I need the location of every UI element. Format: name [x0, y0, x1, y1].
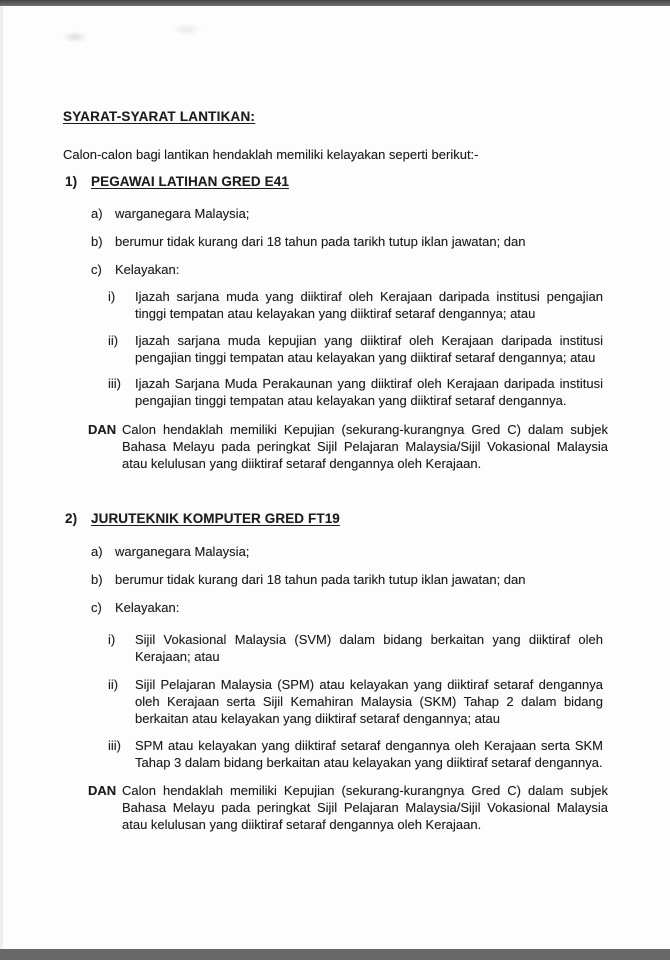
sub-list-item-text: Ijazah Sarjana Muda Perakaunan yang diiktiraf oleh Kerajaan daripada institusi pengajian tinggi tempatan atau kelayakan yang diiktiraf setaraf dengannya. [135, 376, 603, 408]
list-item-label: a) [91, 544, 103, 559]
intro-paragraph: Calon-calon bagi lantikan hendaklah memiliki kelayakan seperti berikut:- [63, 147, 479, 162]
section-2-number: 2) [65, 511, 78, 526]
list-item-label: c) [91, 262, 102, 277]
conjunction-label: DAN [88, 422, 117, 437]
list-item-text: warganegara Malaysia; [115, 206, 250, 221]
list-item-label: a) [91, 206, 103, 221]
list-item [91, 233, 611, 250]
scan-top-edge [0, 0, 670, 6]
list-item [91, 599, 611, 616]
list-item-label: b) [91, 572, 103, 587]
list-item-text: Kelayakan: [115, 262, 180, 277]
sub-list-item [108, 737, 603, 771]
conjunction-clause [88, 782, 608, 833]
sub-list-item [108, 288, 603, 322]
scan-smudge [62, 31, 88, 43]
scan-left-edge [0, 6, 3, 949]
sub-list-item-text: Sijil Pelajaran Malaysia (SPM) atau kelayakan yang diiktiraf setaraf dengannya oleh Kerajaan serta Sijil Kemahiran Malaysia (SKM) Tahap 2 dalam bidang berkaitan atau kelayakan yang diiktiraf setaraf dengannya; atau [135, 677, 603, 726]
list-item-label: c) [91, 600, 102, 615]
section-2-heading [65, 510, 340, 527]
list-item-text: Kelayakan: [115, 600, 180, 615]
conjunction-text: Calon hendaklah memiliki Kepujian (sekurang-kurangnya Gred C) dalam subjek Bahasa Melayu pada peringkat Sijil Pelajaran Malaysia/Sijil Vokasional Malaysia atau kelulusan yang diiktiraf setaraf dengannya oleh Kerajaan. [122, 783, 608, 832]
list-item-text: berumur tidak kurang dari 18 tahun pada tarikh tutup iklan jawatan; dan [115, 234, 526, 249]
sub-list-item-label: iii) [108, 738, 121, 753]
sub-list-item-text: Ijazah sarjana muda yang diiktiraf oleh Kerajaan daripada institusi pengajian tinggi tempatan atau kelayakan yang diiktiraf setaraf dengannya; atau [135, 289, 603, 321]
list-item [91, 571, 611, 588]
sub-list-item [108, 332, 603, 366]
sub-list-item-label: i) [108, 632, 116, 647]
scan-bottom-edge [0, 949, 670, 960]
section-1-title: PEGAWAI LATIHAN GRED E41 [91, 174, 289, 189]
list-item [91, 261, 611, 278]
sub-list-item-label: iii) [108, 376, 121, 391]
sub-list-item-label: ii) [108, 333, 119, 348]
list-item [91, 543, 611, 560]
sub-list-item-label: i) [108, 289, 116, 304]
list-item-label: b) [91, 234, 103, 249]
section-2-title: JURUTEKNIK KOMPUTER GRED FT19 [91, 511, 340, 526]
sub-list-item-text: Ijazah sarjana muda kepujian yang diiktiraf oleh Kerajaan daripada institusi pengajian tinggi tempatan atau kelayakan yang diiktiraf setaraf dengannya; atau [135, 333, 603, 365]
section-1-number: 1) [65, 174, 78, 189]
conjunction-label: DAN [88, 783, 117, 798]
sub-list-item [108, 375, 603, 409]
sub-list-item-text: SPM atau kelayakan yang diiktiraf setaraf dengannya oleh Kerajaan serta SKM Tahap 3 dalam bidang berkaitan atau kelayakan yang diiktiraf setaraf dengannya. [135, 738, 603, 770]
sub-list-item-label: ii) [108, 677, 119, 692]
section-1-heading [65, 173, 289, 190]
sub-list-item [108, 631, 603, 665]
list-item-text: warganegara Malaysia; [115, 544, 250, 559]
sub-list-item [108, 676, 603, 727]
list-item [91, 205, 611, 222]
list-item-text: berumur tidak kurang dari 18 tahun pada tarikh tutup iklan jawatan; dan [115, 572, 526, 587]
document-title: SYARAT-SYARAT LANTIKAN: [63, 109, 256, 124]
sub-list-item-text: Sijil Vokasional Malaysia (SVM) dalam bidang berkaitan yang diiktiraf oleh Kerajaan; atau [135, 632, 603, 664]
conjunction-clause [88, 421, 608, 472]
scan-smudge [172, 23, 202, 36]
conjunction-text: Calon hendaklah memiliki Kepujian (sekurang-kurangnya Gred C) dalam subjek Bahasa Melayu pada peringkat Sijil Pelajaran Malaysia/Sijil Vokasional Malaysia atau kelulusan yang diiktiraf setaraf dengannya oleh Kerajaan. [122, 422, 608, 471]
